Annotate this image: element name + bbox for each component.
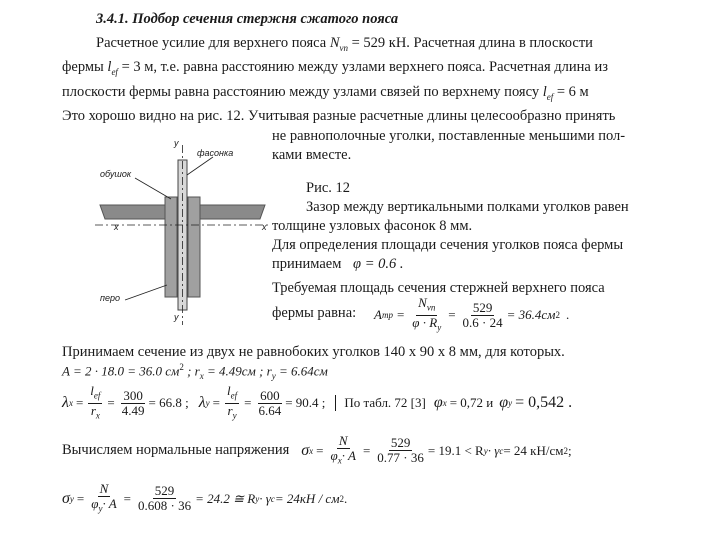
- section-rx-sub: x: [199, 370, 204, 381]
- lambda-y-den-sym: r: [227, 402, 233, 418]
- left-angle-leg: [165, 197, 177, 297]
- table-reference: По табл. 72 [3]: [335, 395, 425, 411]
- para-line-4: Это хорошо видно на рис. 12. Учитывая разные расчетные длины целесообразно принять: [62, 108, 616, 124]
- slenderness-formulas: λ x = $\frac{l_{ef}}{r_x}$ = $\frac{300}{4.49}$ = 66.8 ; λ y = $\frac{l_{ef}}{r_y}$ = $\frac{600}{6.64}$ = 90.4 ; По табл. 72 [3] φ x = 0,72 и φ y = 0,542 .: [62, 383, 573, 421]
- caption-line-4-pre: принимаем: [272, 256, 342, 272]
- lambda-x-frac-symbolic: [88, 384, 102, 422]
- caption-line-4: [272, 256, 403, 273]
- section-ry-value: = 6.64см: [278, 363, 328, 379]
- sigma-y-frac-numeric: [136, 484, 193, 513]
- sigma-y-den-sub: y: [98, 503, 103, 514]
- para-line-1-sub: vп: [339, 42, 348, 53]
- sigma-y-result: = 24.2 ≅ R: [195, 490, 256, 506]
- sigma-y-frac-symbolic: [89, 482, 118, 516]
- lambda-y-den-sub: y: [232, 410, 237, 421]
- area-result: = 36.4см: [506, 307, 556, 323]
- sigma-y-den-sym: φ: [91, 496, 99, 511]
- section-ry-sub: y: [271, 370, 276, 381]
- sigma-x-frac-numeric: [375, 436, 426, 465]
- area-eq: =: [396, 307, 405, 323]
- lambda-x-num-sym: l: [90, 383, 94, 398]
- para-line-3: [62, 84, 589, 102]
- section-area: A = 2 · 18.0 = 36.0 см: [62, 363, 180, 379]
- area-frac-num-val: 529: [472, 299, 493, 315]
- sigma-y-end: .: [344, 490, 348, 506]
- area-fraction-symbolic: [410, 296, 443, 334]
- para-line-1: [96, 35, 593, 53]
- sigma-x-den-sym: φ: [330, 448, 338, 463]
- lambda-x-den-val: 4.49: [121, 402, 145, 418]
- lambda-y-frac-symbolic: [225, 384, 239, 422]
- sigma-y-sub: y: [69, 493, 74, 504]
- para-line-2-sym: l: [107, 59, 112, 75]
- sigma-x-sub: x: [309, 445, 314, 456]
- para-line-2-post: = 3 м, т.е. равна расстоянию между узлами верхнего пояса. Расчетная длина из: [121, 59, 608, 75]
- sigma-y-den-post: · A: [102, 496, 117, 511]
- section-ry-label: ; r: [259, 363, 272, 379]
- sigma-y-gamma-sub: c: [270, 493, 275, 504]
- area-frac-den-sub: y: [437, 322, 442, 333]
- lambda-y-frac-numeric: [256, 389, 283, 418]
- lambda-y-num-val: 600: [260, 387, 280, 403]
- sigma-x-den-post: · A: [341, 448, 356, 463]
- section-rx-value: = 4.49см: [206, 363, 256, 379]
- stress-text: Вычисляем нормальные напряжения: [62, 442, 290, 459]
- area-frac-den: φ · R: [412, 314, 438, 330]
- section-properties: [62, 362, 328, 381]
- sigma-y-tail: = 24кН / см: [274, 490, 340, 506]
- sigma-x-num-val: 529: [390, 435, 411, 451]
- stress-y-formula: σ y = $\frac{N}{\varphi_y\cdot A}$ = $\frac{529}{0.608 \cdot 36}$ = 24.2 ≅ R y · γ c = 24кН / см 2 .: [62, 481, 348, 514]
- area-sub: тр: [381, 310, 393, 321]
- sigma-x-frac-symbolic: [329, 434, 358, 468]
- sigma-x-result-sub: y: [483, 445, 488, 456]
- lambda-x-num-sub: ef: [93, 390, 101, 401]
- label-y-bottom: y: [174, 312, 179, 322]
- label-ear: обушок: [100, 169, 132, 179]
- label-blade: перо: [100, 293, 120, 303]
- sigma-y-den-val: 0.608 · 36: [138, 498, 192, 514]
- angle-section-figure: [95, 135, 270, 330]
- section-choice-line: Принимаем сечение из двух не равнобоких уголков 140 х 90 х 8 мм, для которых.: [62, 344, 565, 360]
- right-angle-leg: [188, 197, 200, 297]
- para-line-1-sym: N: [329, 35, 340, 51]
- section-rx-label: ; r: [187, 363, 200, 379]
- phi-x-value: = 0,72 и: [449, 395, 494, 411]
- sigma-x-tail: = 24 кН/см: [503, 442, 564, 458]
- lambda-x-result: = 66.8 ;: [148, 395, 189, 411]
- figure-caption-title: Рис. 12: [306, 180, 351, 196]
- area-fraction-numeric: [461, 301, 505, 330]
- gusset-leader: [187, 157, 213, 175]
- sigma-x-num: N: [338, 433, 348, 448]
- phi-y-sym: φ: [499, 394, 509, 412]
- phi-x-sub: x: [442, 398, 447, 409]
- area-symbol: A: [374, 307, 382, 323]
- label-x-left: x: [114, 222, 119, 232]
- caption-line-3: Для определения площади сечения уголков пояса фермы: [272, 237, 624, 253]
- sigma-x-gamma: · γ: [487, 442, 500, 458]
- lambda-y-result: = 90.4 ;: [285, 395, 326, 411]
- sigma-x-gamma-sub: c: [499, 445, 504, 456]
- phi-assumption: φ = 0.6 .: [353, 256, 404, 272]
- sigma-y-sym: σ: [62, 489, 70, 507]
- required-area-line-1: Требуемая площадь сечения стержней верхнего пояса: [272, 280, 605, 296]
- lambda-x-den-sub: x: [95, 410, 100, 421]
- stress-x-formula: Вычисляем нормальные напряжения σ x = $\frac{N}{\varphi_x\cdot A}$ = $\frac{529}{0.77 \cdot 36}$ = 19.1 < R y · γ c = 24 кН/см 2 ;: [62, 433, 572, 466]
- area-frac-num-sub: vп: [426, 302, 436, 313]
- required-area-formula: A тр = $\frac{N_{vп}}{\varphi \cdot R_y}$ = $\frac{529}{0.6 \cdot 24}$ = 36.4см 2 .: [374, 295, 570, 333]
- lambda-x-sub: x: [68, 398, 73, 409]
- area-end-dot: .: [565, 307, 570, 323]
- para-line-3-post: = 6 м: [556, 84, 589, 100]
- para-line-3-sub: ef: [546, 91, 554, 102]
- para-line-5: не равнополочные уголки, поставленные меньшими пол-: [272, 128, 626, 144]
- sigma-x-end: ;: [568, 442, 572, 458]
- label-y-top: y: [174, 138, 179, 148]
- lambda-y-num-sub: ef: [230, 390, 238, 401]
- ear-leader: [135, 178, 171, 199]
- para-line-1-pre: Расчетное усилие для верхнего пояса: [96, 35, 327, 51]
- para-line-6: ками вместе.: [272, 147, 352, 163]
- caption-line-1: Зазор между вертикальными полками уголков равен: [306, 199, 629, 215]
- area-result-sup: 2: [555, 310, 560, 321]
- lambda-y-sym: λ: [198, 394, 206, 412]
- section-heading: 3.4.1. Подбор сечения стержня сжатого пояса: [96, 11, 399, 27]
- phi-y-value: = 0,542 .: [515, 394, 573, 412]
- area-frac-num: N: [418, 295, 427, 310]
- sigma-y-num-val: 529: [154, 483, 175, 499]
- sigma-x-den-val: 0.77 · 36: [377, 450, 424, 466]
- area-frac-den-val: 0.6 · 24: [462, 314, 503, 330]
- phi-x-sym: φ: [433, 394, 443, 412]
- lambda-x-num-val: 300: [123, 387, 143, 403]
- phi-y-sub: y: [508, 398, 513, 409]
- sigma-x-den-sub: x: [337, 455, 342, 466]
- lambda-y-sub: y: [205, 398, 210, 409]
- lambda-y-den-val: 6.64: [258, 402, 282, 418]
- lambda-y-num-sym: l: [226, 383, 231, 398]
- sigma-y-result-sub: y: [255, 493, 260, 504]
- sigma-y-gamma: · γ: [259, 490, 271, 506]
- lambda-x-frac-numeric: [120, 389, 147, 418]
- sigma-x-sym: σ: [301, 441, 310, 459]
- para-line-2-sub: ef: [111, 66, 118, 77]
- sigma-y-num: N: [99, 481, 109, 496]
- lambda-x-den-sym: r: [90, 402, 96, 418]
- sigma-y-sup: 2: [339, 493, 344, 504]
- para-line-3-text: плоскости фермы равна расстоянию между узлами связей по верхнему поясу: [62, 84, 540, 100]
- sigma-x-result: = 19.1 < R: [427, 442, 484, 458]
- para-line-3-sym: l: [542, 84, 547, 100]
- blade-leader: [125, 285, 167, 300]
- sigma-x-sup: 2: [563, 445, 568, 456]
- caption-line-2: толщине узловых фасонок 8 мм.: [272, 218, 473, 234]
- para-line-1-post: = 529 кН. Расчетная длина в плоскости: [351, 35, 593, 51]
- section-area-sup: 2: [179, 362, 184, 372]
- required-area-line-2: фермы равна:: [272, 305, 357, 321]
- label-gusset: фасонка: [197, 148, 234, 158]
- lambda-x-sym: λ: [62, 394, 69, 412]
- para-line-2: [62, 59, 608, 77]
- label-x-right: x: [262, 222, 267, 232]
- para-line-2-pre: фермы: [62, 59, 104, 75]
